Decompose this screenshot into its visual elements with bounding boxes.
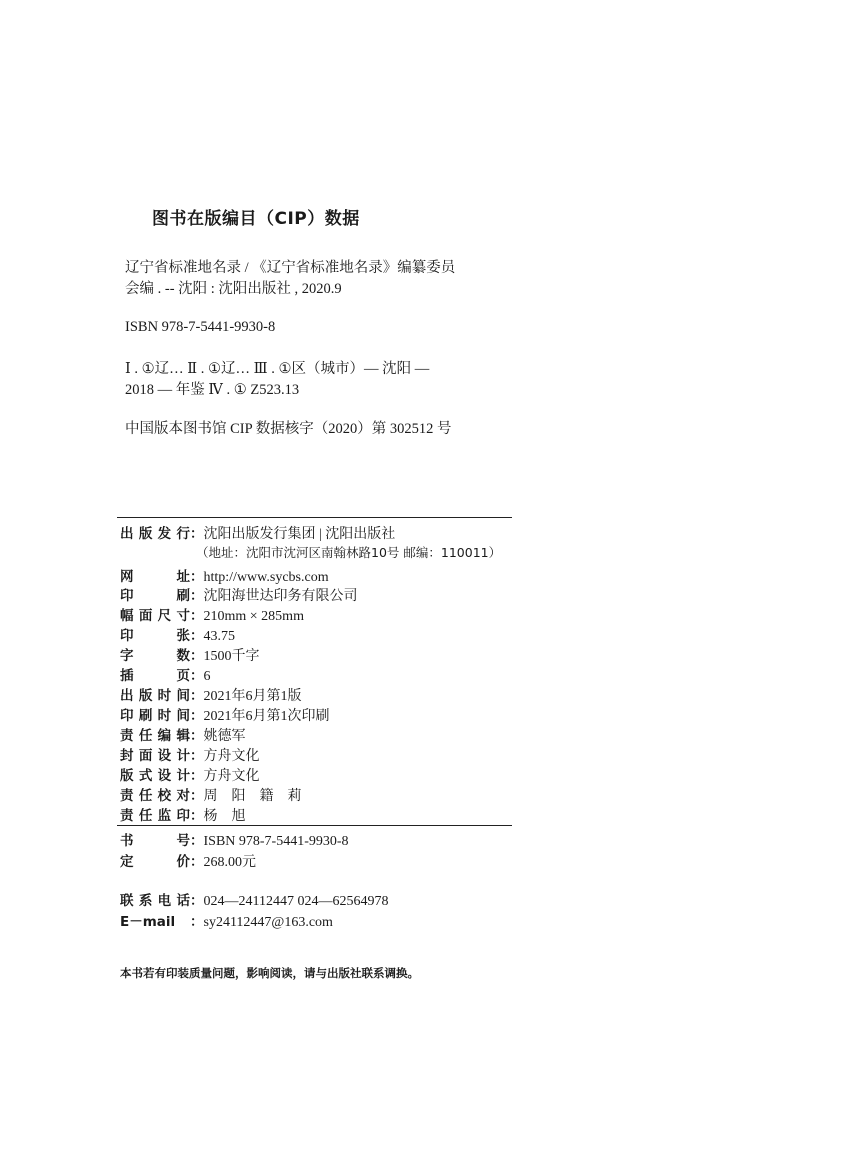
info-proofreader: 责任校对：周 阳 籍 莉	[120, 784, 302, 805]
label: 版式设计	[120, 768, 190, 784]
info-words: 字数：1500千字	[120, 644, 260, 665]
label: 责任校对	[120, 788, 190, 804]
info-cover-design: 封面设计：方舟文化	[120, 744, 260, 765]
label: 字数	[120, 648, 190, 664]
value: sy24112447@163.com	[203, 915, 333, 930]
value: 6	[203, 669, 211, 684]
label: 定价	[120, 854, 190, 870]
value: 方舟文化	[203, 769, 260, 784]
label: 联系电话	[120, 893, 190, 909]
info-phone: 联系电话：024—24112447 024—62564978	[120, 889, 388, 910]
cip-classification-line2: 2018 — 年鉴 Ⅳ . ① Z523.13	[125, 382, 300, 398]
label: 责任监印	[120, 808, 190, 824]
value: 周 阳 籍 莉	[203, 789, 302, 804]
divider-top	[117, 517, 512, 518]
cip-data-number: 中国版本图书馆 CIP 数据核字（2020）第 302512 号	[125, 421, 452, 437]
value: 024—24112447 024—62564978	[203, 894, 389, 909]
info-price: 定价：268.00元	[120, 850, 256, 871]
cip-description-line1: 辽宁省标准地名录 / 《辽宁省标准地名录》编纂委员	[125, 260, 456, 276]
info-size: 幅面尺寸：210mm × 285mm	[120, 604, 304, 625]
value: 210mm × 285mm	[203, 609, 304, 624]
value: 沈阳海世达印务有限公司	[203, 589, 358, 604]
value: 沈阳出版发行集团 | 沈阳出版社	[203, 527, 396, 542]
info-plates: 插页：6	[120, 664, 211, 685]
info-print-supervisor: 责任监印：杨 旭	[120, 804, 246, 825]
value: 方舟文化	[203, 749, 260, 764]
info-book-number: 书号：ISBN 978-7-5441-9930-8	[120, 829, 349, 850]
cip-description-line2: 会编 . -- 沈阳 : 沈阳出版社 , 2020.9	[125, 281, 342, 297]
label: 幅面尺寸	[120, 608, 190, 624]
info-publisher: 出版发行：沈阳出版发行集团 | 沈阳出版社	[120, 522, 395, 543]
value: 2021年6月第1版	[203, 689, 302, 704]
cip-title: 图书在版编目（CIP）数据	[152, 209, 360, 229]
label: 插页	[120, 668, 190, 684]
label: 网址	[120, 569, 190, 585]
value: 1500千字	[203, 649, 260, 664]
info-sheets: 印张：43.75	[120, 624, 235, 645]
value: http://www.sycbs.com	[203, 570, 329, 585]
value: 268.00元	[203, 855, 256, 870]
info-pub-time: 出版时间：2021年6月第1版	[120, 684, 302, 705]
label: 出版发行	[120, 526, 190, 542]
info-email: E－mail ：sy24112447@163.com	[120, 910, 333, 931]
label: 印刷时间	[120, 708, 190, 724]
quality-notice: 本书若有印装质量问题，影响阅读，请与出版社联系调换。	[120, 966, 419, 980]
value: 杨 旭	[203, 809, 246, 824]
label: 印刷	[120, 588, 190, 604]
divider-bottom	[117, 825, 512, 826]
label: 封面设计	[120, 748, 190, 764]
info-print-time: 印刷时间：2021年6月第1次印刷	[120, 704, 330, 725]
label: 书号	[120, 833, 190, 849]
value: 43.75	[203, 629, 235, 644]
info-printer: 印刷：沈阳海世达印务有限公司	[120, 584, 358, 605]
info-website: 网址：http://www.sycbs.com	[120, 565, 329, 586]
label: 出版时间	[120, 688, 190, 704]
info-editor: 责任编辑：姚德军	[120, 724, 246, 745]
label: E－mail	[120, 914, 176, 930]
label: 印张	[120, 628, 190, 644]
value: 2021年6月第1次印刷	[203, 709, 330, 724]
info-layout-design: 版式设计：方舟文化	[120, 764, 260, 785]
cip-isbn: ISBN 978-7-5441-9930-8	[125, 319, 276, 335]
label: 责任编辑	[120, 728, 190, 744]
cip-classification-line1: Ⅰ . ①辽… Ⅱ . ①辽… Ⅲ . ①区（城市）— 沈阳 —	[125, 361, 430, 377]
value: 姚德军	[203, 729, 246, 744]
value: ISBN 978-7-5441-9930-8	[203, 834, 349, 849]
info-address: （地址：沈阳市沈河区南翰林路10号 邮编：110011）	[196, 545, 502, 560]
